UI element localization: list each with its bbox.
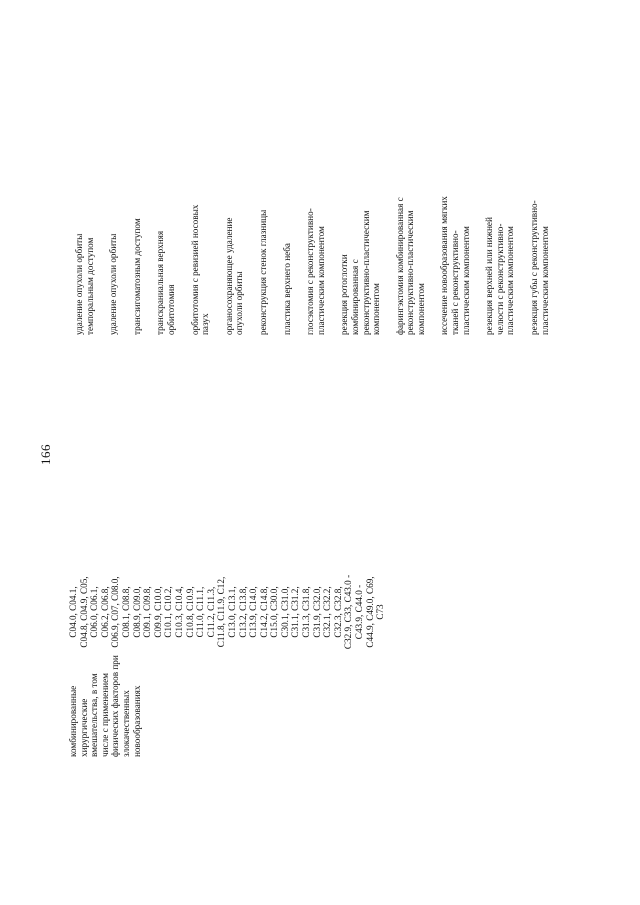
- code-line: C13.0, C13.1,: [226, 586, 237, 638]
- method-line: глосэктомия с реконструктивно-: [305, 208, 316, 335]
- code-line: C08.9, C09.0,: [131, 586, 142, 638]
- method-line: челюсти с реконструктивно-: [494, 223, 505, 335]
- treatment-methods-column: [74, 75, 563, 335]
- method-item: [224, 75, 245, 335]
- method-line: удаление опухоли орбиты: [74, 233, 84, 335]
- code-line: C32.1, C32.2,: [322, 586, 333, 638]
- code-line: C06.9, C07, C08.0,: [110, 576, 121, 648]
- method-item: [190, 75, 211, 335]
- method-line: резекция губы с реконструктивно-: [529, 200, 540, 335]
- method-line: пластическим компонентом: [539, 226, 550, 335]
- page-number: 166: [38, 444, 53, 465]
- code-line: C10.3, C10.4,: [173, 586, 184, 638]
- method-line: иссечение новообразования мягких: [439, 196, 450, 335]
- code-line: C32.9, C33, C43.0 -: [343, 574, 354, 650]
- code-line: C09.9, C10.0,: [152, 586, 163, 638]
- group-line: новообразованиях: [131, 685, 142, 757]
- code-line: C06.2, C06.8,: [99, 586, 110, 638]
- method-line: компонентом: [371, 283, 382, 335]
- method-line: резекция верхней или нижней: [484, 217, 495, 335]
- method-line: компонентом: [415, 283, 426, 335]
- code-line: C04.0, C04.1,: [68, 586, 78, 638]
- method-line: реконструкция стенок глазницы: [257, 209, 268, 335]
- code-line: C04.8, C04.9, C05,: [78, 576, 89, 648]
- group-line: числе с применением: [99, 673, 110, 757]
- group-line: комбинированные: [68, 685, 78, 757]
- diagnosis-codes-column: [68, 534, 386, 690]
- method-line: трансзигоматозным доступом: [131, 218, 142, 335]
- method-line: тканей с реконструктивно-: [450, 230, 461, 335]
- method-item: [108, 75, 119, 335]
- code-line: C11.0, C11.1,: [195, 586, 206, 638]
- code-line: C32.3, C32.8,: [332, 586, 343, 638]
- code-line: C10.8, C10.9,: [184, 586, 195, 638]
- method-line: транскраниальная верхняя: [155, 230, 166, 335]
- method-item: [439, 75, 471, 335]
- code-line: C14.2, C14.8,: [258, 586, 269, 638]
- method-line: пластическим компонентом: [505, 226, 516, 335]
- method-line: пластическим компонентом: [315, 226, 326, 335]
- code-line: C43.9, C44.0 -: [354, 584, 365, 640]
- method-item: [484, 75, 516, 335]
- method-line: орбитотомия: [165, 284, 176, 335]
- code-line: C09.1, C09.8,: [142, 586, 153, 638]
- method-item: [74, 75, 95, 335]
- group-line: хирургические: [78, 698, 89, 757]
- method-line: пазух: [200, 313, 211, 335]
- method-line: фарингэктомия комбинированная с: [394, 197, 405, 335]
- group-line: вмешательства, в том: [89, 673, 100, 757]
- method-line: реконструктивно-пластическим: [360, 210, 371, 335]
- method-line: опухоли орбиты: [234, 271, 245, 335]
- code-line: C10.1, C10.2,: [163, 586, 174, 638]
- code-line: C13.2, C13.8,: [237, 586, 248, 638]
- method-item: [282, 75, 293, 335]
- method-item: [529, 75, 550, 335]
- code-line: C11.8, C11.9, C12,: [216, 576, 227, 648]
- method-line: пластическим компонентом: [460, 226, 471, 335]
- code-line: C08.1, C08.8,: [120, 586, 131, 638]
- method-line: реконструктивно-пластическим: [405, 210, 416, 335]
- method-item: [305, 75, 326, 335]
- code-line: C15.0, C30.0,: [269, 586, 280, 638]
- code-line: C73: [375, 604, 386, 620]
- method-line: резекция ротоглотки: [339, 254, 350, 335]
- group-line: физических факторов при: [110, 655, 121, 757]
- method-line: удаление опухоли орбиты: [108, 233, 119, 335]
- method-line: комбинированная с: [349, 259, 360, 335]
- method-line: органосохраняющее удаление: [223, 217, 234, 335]
- group-line: злокачественных: [120, 690, 131, 757]
- method-line: пластика верхнего неба: [281, 242, 292, 335]
- method-item: [155, 75, 176, 335]
- method-item: [339, 75, 381, 335]
- code-line: C30.1, C31.0,: [279, 586, 290, 638]
- code-line: C31.3, C31.8,: [301, 586, 312, 638]
- method-line: орбитотомия с ревизией носовых: [189, 204, 200, 335]
- method-item: [132, 75, 143, 335]
- method-item: [258, 75, 269, 335]
- code-line: C06.0, C06.1,: [89, 586, 100, 638]
- method-item: [395, 75, 427, 335]
- method-line: темпоральным доступом: [84, 237, 95, 335]
- code-line: C31.1, C31.2,: [290, 586, 301, 638]
- code-line: C13.9, C14.0,: [248, 586, 259, 638]
- code-line: C44.9, C49.0, C69,: [364, 576, 375, 648]
- code-line: C31.9, C32.0,: [311, 586, 322, 638]
- code-line: C11.2, C11.3,: [205, 586, 216, 638]
